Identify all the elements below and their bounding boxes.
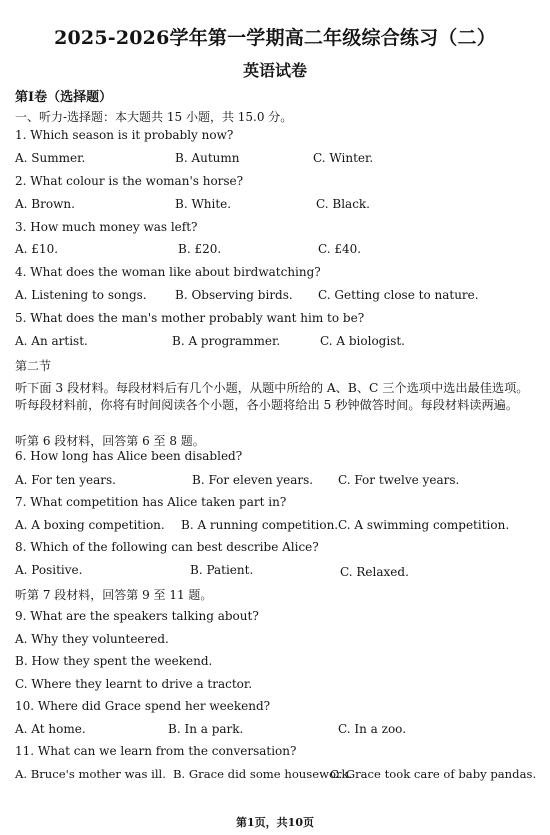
q9-option-c: C. Where they learnt to drive a tractor. <box>15 677 253 691</box>
q11-option-a: A. Bruce's mother was ill. <box>15 767 166 781</box>
q6-option-a: A. For ten years. <box>15 473 116 487</box>
question-10: 10. Where did Grace spend her weekend? <box>15 699 271 713</box>
exam-title: 2025-2026学年第一学期高二年级综合练习（二） <box>54 27 496 49</box>
part-label: 第Ⅰ卷（选择题） <box>15 90 113 105</box>
q3-option-a: A. £10. <box>15 242 59 256</box>
question-6: 6. How long has Alice been disabled? <box>15 449 243 463</box>
section1-heading: 一、听力-选择题：本大题共 15 小题，共 15.0 分。 <box>15 110 293 124</box>
question-2: 2. What colour is the woman's horse? <box>15 174 244 188</box>
question-11: 11. What can we learn from the conversation? <box>15 744 297 758</box>
q1-option-c: C. Winter. <box>313 151 374 165</box>
q11-option-b: B. Grace did some housework. <box>173 767 353 781</box>
q6-option-b: B. For eleven years. <box>192 473 314 487</box>
question-4: 4. What does the woman like about birdwatching? <box>15 265 321 279</box>
q11-option-c: C. Grace took care of baby pandas. <box>330 767 537 781</box>
passage7-intro: 听第 7 段材料，回答第 9 至 11 题。 <box>15 588 213 602</box>
q5-option-a: A. An artist. <box>15 334 88 348</box>
question-8: 8. Which of the following can best describe Alice? <box>15 540 319 554</box>
q8-option-b: B. Patient. <box>190 563 254 577</box>
q6-option-c: C. For twelve years. <box>338 473 460 487</box>
question-1: 1. Which season is it probably now? <box>15 128 234 142</box>
question-7: 7. What competition has Alice taken part in? <box>15 495 287 509</box>
q7-option-a: A. A boxing competition. <box>15 518 165 532</box>
section2-label: 第二节 <box>15 359 52 373</box>
question-5: 5. What does the man's mother probably want him to be? <box>15 311 365 325</box>
q2-option-a: A. Brown. <box>15 197 75 211</box>
q4-option-c: C. Getting close to nature. <box>318 288 479 302</box>
q10-option-a: A. At home. <box>15 722 86 736</box>
q4-option-a: A. Listening to songs. <box>15 288 147 302</box>
q9-option-a: A. Why they volunteered. <box>15 632 169 646</box>
q4-option-b: B. Observing birds. <box>175 288 293 302</box>
q10-option-b: B. In a park. <box>168 722 244 736</box>
q1-option-b: B. Autumn <box>175 151 240 165</box>
q8-option-a: A. Positive. <box>15 563 83 577</box>
q10-option-c: C. In a zoo. <box>338 722 407 736</box>
q3-option-c: C. £40. <box>318 242 362 256</box>
q8-option-c: C. Relaxed. <box>340 565 409 579</box>
page-footer: 第1页，共10页 <box>236 816 314 829</box>
question-3: 3. How much money was left? <box>15 220 198 234</box>
q5-option-c: C. A biologist. <box>320 334 405 348</box>
q2-option-b: B. White. <box>175 197 232 211</box>
q7-option-c: C. A swimming competition. <box>338 518 510 532</box>
section2-instructions: 听下面 3 段材料。每段材料后有几个小题，从题中所给的 A、B、C 三个选项中选出最佳选项。听每段材料前，你将有时间阅读各个小题，各小题将给出 5 秒钟做答时间。每段材料读两遍。 <box>15 381 529 412</box>
q5-option-b: B. A programmer. <box>172 334 281 348</box>
q1-option-a: A. Summer. <box>15 151 86 165</box>
exam-subtitle: 英语试卷 <box>242 61 307 80</box>
q3-option-b: B. £20. <box>178 242 222 256</box>
q2-option-c: C. Black. <box>316 197 370 211</box>
passage6-intro: 听第 6 段材料，回答第 6 至 8 题。 <box>15 434 205 448</box>
q7-option-b: B. A running competition. <box>181 518 339 532</box>
question-9: 9. What are the speakers talking about? <box>15 609 259 623</box>
q9-option-b: B. How they spent the weekend. <box>15 654 213 668</box>
